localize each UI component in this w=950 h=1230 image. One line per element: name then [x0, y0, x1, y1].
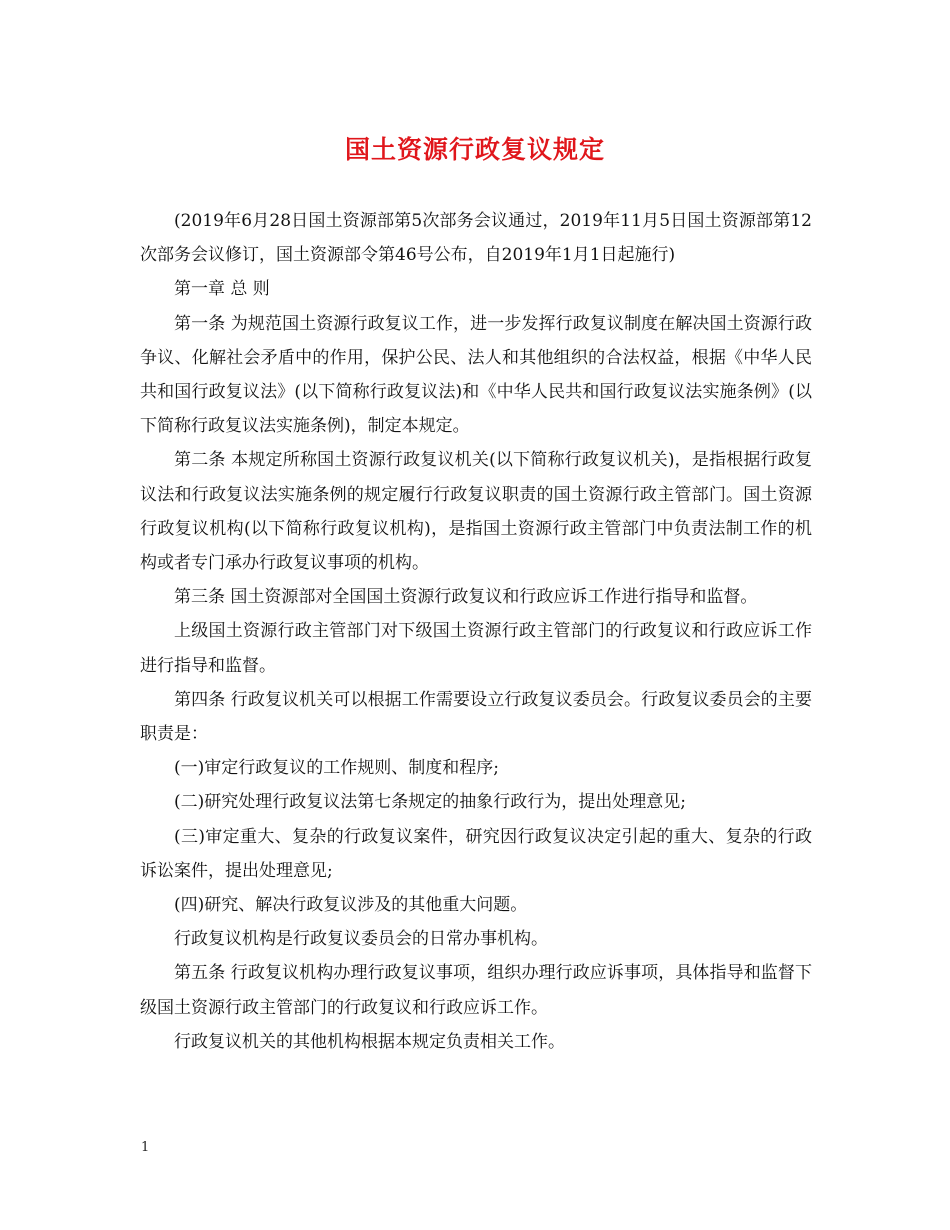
document-title: 国土资源行政复议规定	[344, 135, 605, 164]
article-paragraph: 行政复议机构是行政复议委员会的日常办事机构。	[174, 929, 548, 950]
article-paragraph: 第二条 本规定所称国土资源行政复议机关(以下简称行政复议机关)，是指根据行政复议法和行政复议法实施条例的规定履行行政复议职责的国土资源行政主管部门。国土资源行政复议机构(以下简称行政复议机构)，是指国土资源行政主管部门中负责法制工作的机构或者专门承办行政复议事项的机构。	[140, 450, 812, 574]
document-body	[140, 204, 812, 1059]
list-item-paragraph: (一)审定行政复议的工作规则、制度和程序;	[174, 758, 499, 779]
article-paragraph: 行政复议机关的其他机构根据本规定负责相关工作。	[174, 1031, 565, 1052]
article-paragraph: 第一条 为规范国土资源行政复议工作，进一步发挥行政复议制度在解决国土资源行政争议、化解社会矛盾中的作用，保护公民、法人和其他组织的合法权益，根据《中华人民共和国行政复议法》(以下简称行政复议法)和《中华人民共和国行政复议法实施条例》(以下简称行政复议法实施条例)，制定本规定。	[140, 313, 812, 437]
preamble-paragraph: (2019年6月28日国土资源部第5次部务会议通过，2019年11月5日国土资源部第12次部务会议修订，国土资源部令第46号公布，自2019年1月1日起施行)	[140, 211, 812, 266]
article-paragraph: 上级国土资源行政主管部门对下级国土资源行政主管部门的行政复议和行政应诉工作进行指导和监督。	[140, 621, 812, 676]
list-item-paragraph: (二)研究处理行政复议法第七条规定的抽象行政行为，提出处理意见;	[174, 792, 686, 813]
article-paragraph: 第五条 行政复议机构办理行政复议事项，组织办理行政应诉事项，具体指导和监督下级国土资源行政主管部门的行政复议和行政应诉工作。	[140, 963, 812, 1018]
article-paragraph: 第四条 行政复议机关可以根据工作需要设立行政复议委员会。行政复议委员会的主要职责是：	[140, 689, 812, 745]
page-number: 1	[141, 1140, 150, 1155]
list-item-paragraph: (四)研究、解决行政复议涉及的其他重大问题。	[174, 895, 528, 916]
article-paragraph: 第三条 国土资源部对全国国土资源行政复议和行政应诉工作进行指导和监督。	[174, 587, 758, 608]
chapter-heading: 第一章 总 则	[174, 279, 270, 300]
list-item-paragraph: (三)审定重大、复杂的行政复议案件，研究因行政复议决定引起的重大、复杂的行政诉讼案件，提出处理意见;	[140, 826, 812, 881]
